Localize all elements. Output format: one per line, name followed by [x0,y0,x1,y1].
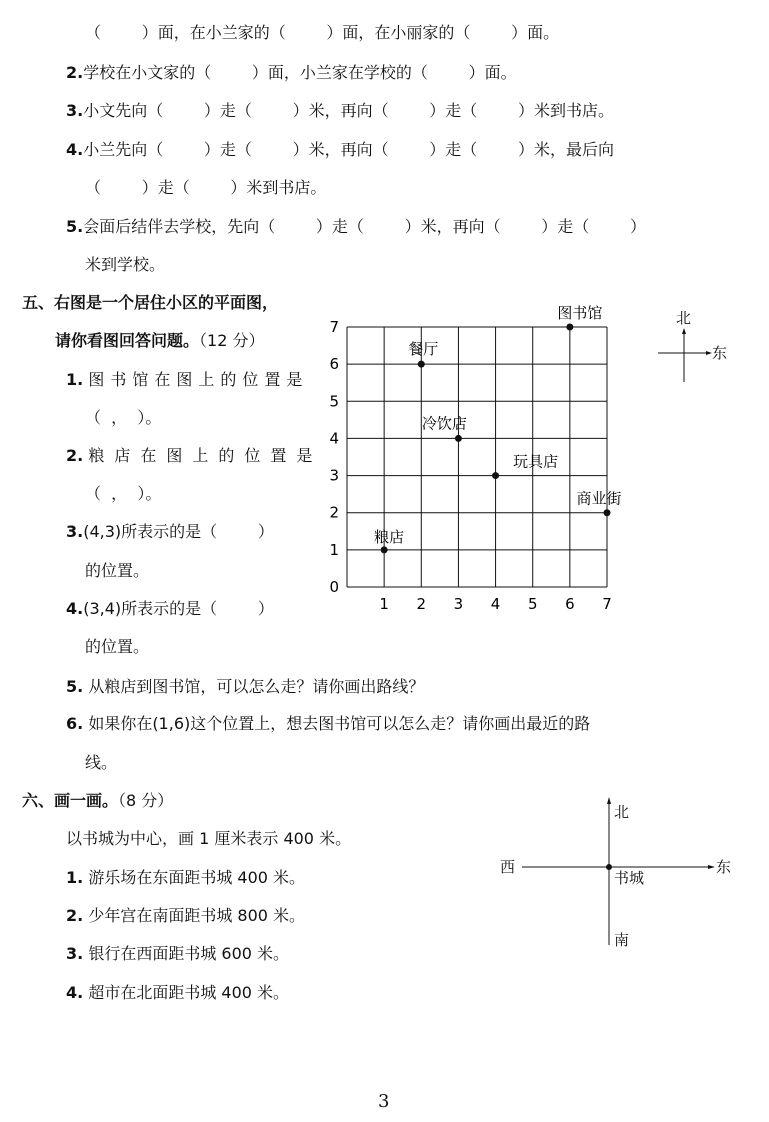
point-label: 粮店 [374,527,405,546]
question-number: 2. [66,63,84,82]
line-text: 少年宫在南面距书城 800 米。 [88,906,306,925]
line-text: 图书馆在图上的位置是 [88,370,309,389]
data-point [455,435,462,442]
line-text: 的位置。 [85,637,150,656]
line-text: (3,4)所表示的是（ ） [83,599,274,618]
subtitle-text: 请你看图回答问题。 [55,331,200,350]
x-tick-label: 6 [565,595,575,613]
north-label: 北 [676,309,692,327]
line-text: 粮店在图上的位置是 [88,446,323,465]
data-point [604,509,611,516]
data-point [418,361,425,368]
score: （8 分） [118,791,174,810]
title-text: 六、画一画。 [22,791,119,810]
question-number: 6. [66,714,84,733]
question-number: 4. [66,140,84,159]
line-text: 超市在北面距书城 400 米。 [88,983,290,1002]
data-point [381,546,388,553]
question-number: 2. [66,446,84,465]
answer-blank: （ ， ）。 [85,408,162,427]
line-text: 会面后结伴去学校，先向（ ）走（ ）米，再向（ ）走（ ） [83,217,646,236]
s6-question-4 [66,983,289,1003]
x-tick-label: 2 [416,595,427,613]
west-label: 西 [500,858,516,876]
line-text: 银行在西面距书城 600 米。 [88,944,290,963]
east-label: 东 [716,858,732,876]
y-tick-label: 4 [329,429,339,448]
data-point [566,324,573,331]
y-tick-label: 3 [329,466,339,485]
y-tick-label: 2 [329,503,339,522]
line-text: 如果你在(1,6)这个位置上，想去图书馆可以怎么走？请你画出最近的路 [88,714,591,733]
section5-title: 五、右图是一个居住小区的平面图， [22,293,279,312]
x-tick-label: 5 [527,595,538,613]
compass-icon [650,322,720,384]
y-tick-label: 6 [329,355,339,374]
s6-question-3 [66,944,289,964]
question-number: 3. [66,522,84,541]
line-text: 学校在小文家的（ ）面，小兰家在学校的（ ）面。 [83,63,517,82]
point-label: 商业街 [576,489,622,508]
line-text: 线。 [85,753,118,772]
x-tick-label: 3 [453,595,464,613]
section6-intro: 以书城为中心，画 1 厘米表示 400 米。 [66,829,352,848]
south-label: 南 [614,931,630,949]
line-text: 的位置。 [85,561,150,580]
question-number: 1. [66,868,84,887]
y-tick-label: 5 [329,392,339,411]
center-label: 书城 [614,869,645,887]
line-text: （ ）面，在小兰家的（ ）面，在小丽家的（ ）面。 [85,23,560,42]
x-tick-label: 4 [490,595,501,613]
line-text: 小文先向（ ）走（ ）米，再向（ ）走（ ）米到书店。 [83,101,614,120]
s6-question-2 [66,906,305,926]
score: （12 分） [199,331,265,350]
answer-blank: （ ， ）。 [85,484,162,503]
data-point [492,472,499,479]
question-number: 4. [66,599,84,618]
y-tick-label: 0 [329,578,339,596]
line-text: （ ）走（ ）米到书店。 [85,178,327,197]
s6-question-1 [66,868,305,888]
point-label: 玩具店 [513,452,559,471]
east-label: 东 [712,344,728,362]
y-tick-label: 7 [329,318,339,336]
line-text: 游乐场在东面距书城 400 米。 [88,868,306,887]
question-number: 4. [66,983,84,1002]
point-label: 冷饮店 [421,414,467,433]
question-number: 5. [66,677,84,696]
x-tick-label: 1 [379,595,389,613]
line-text: 从粮店到图书馆，可以怎么走？请你画出路线？ [88,677,425,696]
north-label: 北 [614,803,630,821]
point-label: 餐厅 [408,340,439,359]
question-number: 1. [66,370,84,389]
line-text: (4,3)所表示的是（ ） [83,522,274,541]
line-text: 米到学校。 [85,255,166,274]
x-tick-label: 7 [602,595,612,613]
question-number: 2. [66,906,84,925]
question-number: 3. [66,101,84,120]
section6-title [22,791,173,811]
page-number: 3 [378,1091,390,1112]
question-number: 5. [66,217,84,236]
question-number: 3. [66,944,84,963]
y-tick-label: 1 [329,540,339,559]
point-label: 图书馆 [557,304,603,322]
line-text: 小兰先向（ ）走（ ）米，再向（ ）走（ ）米，最后向 [83,140,614,159]
